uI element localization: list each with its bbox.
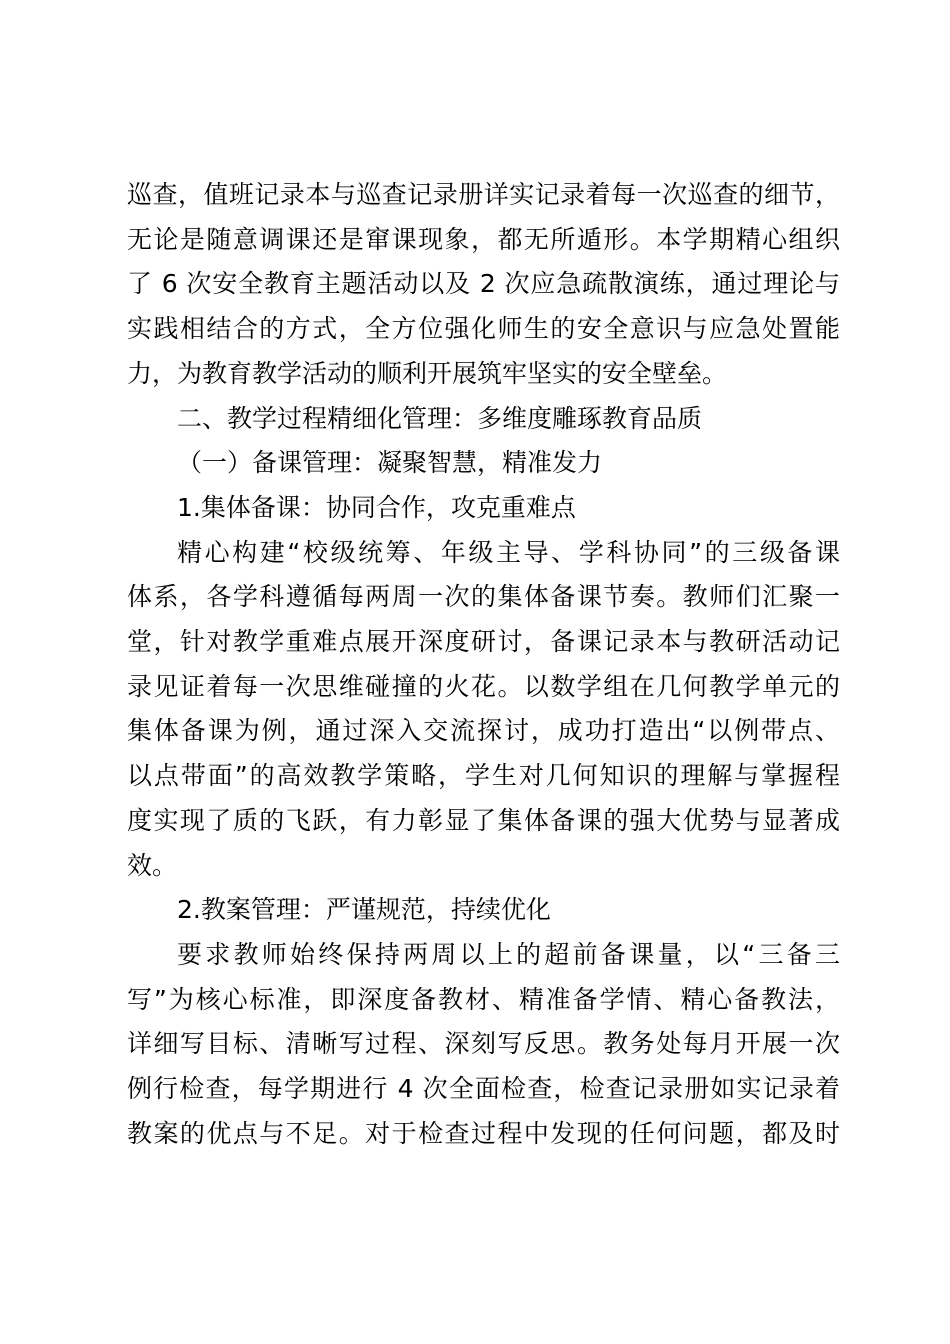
text-line: 详细写目标、清晰写过程、深刻写反思。教务处每月开展一次 [127, 1029, 840, 1059]
text-line: 度实现了质的飞跃，有力彰显了集体备课的强大优势与显著成 [127, 805, 840, 835]
paragraph-safety-patrol [127, 173, 840, 397]
document-body [127, 173, 840, 1156]
text-line: 例行检查，每学期进行 4 次全面检查，检查记录册如实记录着 [127, 1074, 840, 1104]
text-line: 堂，针对教学重难点展开深度研讨，备课记录本与教研活动记 [127, 627, 840, 657]
text-line: 无论是随意调课还是窜课现象，都无所遁形。本学期精心组织 [127, 224, 840, 254]
text-line: 了 6 次安全教育主题活动以及 2 次应急疏散演练，通过理论与 [127, 269, 840, 299]
subsubsection-heading: 1.集体备课：协同合作，攻克重难点 [177, 492, 576, 522]
text-line: 精心构建“校级统筹、年级主导、学科协同”的三级备课 [177, 537, 840, 567]
text-line: 力，为教育教学活动的顺利开展筑牢坚实的安全壁垒。 [127, 358, 728, 388]
text-line: 教案的优点与不足。对于检查过程中发现的任何问题，都及时 [127, 1118, 840, 1148]
text-line: 集体备课为例，通过深入交流探讨，成功打造出“以例带点、 [127, 716, 840, 746]
subsubsection-heading: 2.教案管理：严谨规范，持续优化 [177, 895, 551, 925]
text-line: 写”为核心标准，即深度备教材、精准备学情、精心备教法， [127, 984, 840, 1014]
section-heading: 二、教学过程精细化管理：多维度雕琢教育品质 [177, 403, 703, 433]
text-line: 录见证着每一次思维碰撞的火花。以数学组在几何教学单元的 [127, 671, 840, 701]
text-line: 效。 [127, 850, 178, 880]
text-line: 体系，各学科遵循每两周一次的集体备课节奏。教师们汇聚一 [127, 582, 840, 612]
text-line: 巡查，值班记录本与巡查记录册详实记录着每一次巡查的细节， [127, 180, 840, 209]
text-line: 实践相结合的方式，全方位强化师生的安全意识与应急处置能 [127, 314, 840, 344]
text-line: 要求教师始终保持两周以上的超前备课量，以“三备三 [177, 939, 840, 969]
paragraph-collective-lesson-prep [127, 531, 840, 889]
text-line: 以点带面”的高效教学策略，学生对几何知识的理解与掌握程 [127, 761, 840, 791]
subsection-heading: （一）备课管理：凝聚智慧，精准发力 [177, 448, 603, 478]
paragraph-lesson-plan-management [127, 933, 840, 1157]
